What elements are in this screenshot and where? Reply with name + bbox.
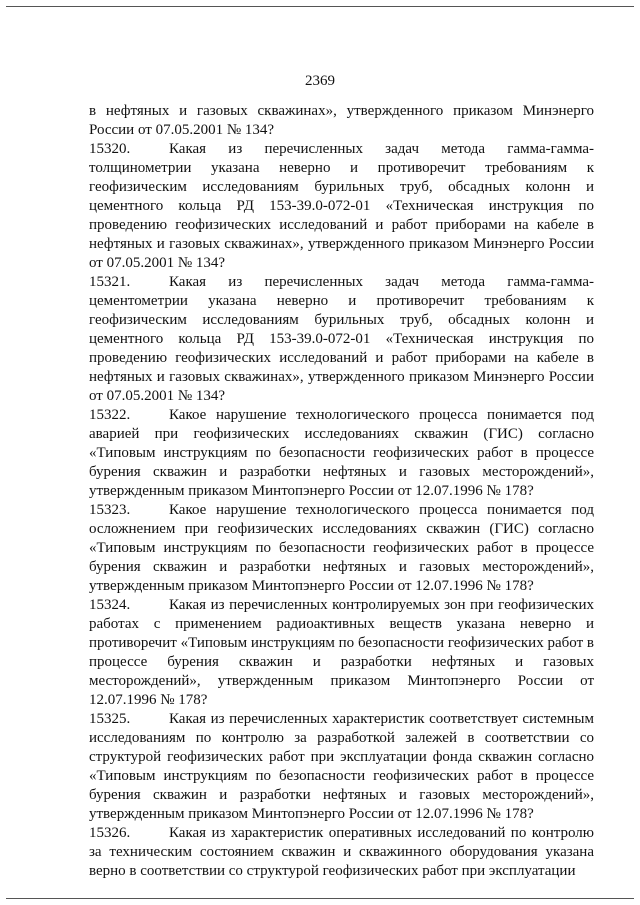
- question-text: Какая из перечисленных задач метода гамма-гамма-толщинометрии указана неверно и противоречит требованиям к геофизическим исследованиям бурильных труб, обсадных колонн и цементного кольца РД 153-39.0-072-01 «Техническая инструкция по проведению геофизических исследований и работ приборами на кабеле в нефтяных и газовых скважинах», утвержденного приказом Минэнерго России от 07.05.2001 № 134?: [89, 141, 594, 271]
- question-15324: [89, 596, 594, 710]
- question-text: Какое нарушение технологического процесса понимается под аварией при геофизических исследованиях скважин (ГИС) согласно «Типовым инструкциям по безопасности геофизических работ в процессе бурения скважин и разработки нефтяных и газовых месторождений», утвержденным приказом Минтопэнерго России от 12.07.1996 № 178?: [89, 407, 594, 499]
- question-text: Какая из характеристик оперативных исследований по контролю за техническим состоянием скважин и скважинного оборудования указана верно в соответствии со структурой геофизических работ при эксплуатации: [89, 825, 594, 879]
- question-text: Какая из перечисленных характеристик соответствует системным исследованиям по контролю за разработкой залежей в соответствии со структурой геофизических работ при эксплуатации фонда скважин согласно «Типовым инструкциям по безопасности геофизических работ в процессе бурения скважин и разработки нефтяных и газовых месторождений», утвержденным приказом Минтопэнерго России от 12.07.1996 № 178?: [89, 711, 594, 822]
- question-text: Какая из перечисленных контролируемых зон при геофизических работах с применением радиоактивных веществ указана неверно и противоречит «Типовым инструкциям по безопасности геофизических работ в процессе бурения скважин и разработки нефтяных и газовых месторождений», утвержденным приказом Минтопэнерго России от 12.07.1996 № 178?: [89, 597, 594, 708]
- question-number: 15322.: [89, 407, 131, 423]
- question-text: Какая из перечисленных задач метода гамма-гамма-цементометрии указана неверно и противоречит требованиям к геофизическим исследованиям бурильных труб, обсадных колонн и цементного кольца РД 153-39.0-072-01 «Техническая инструкция по проведению геофизических исследований и работ приборами на кабеле в нефтяных и газовых скважинах», утвержденного приказом Минэнерго России от 07.05.2001 № 134?: [89, 274, 594, 404]
- page-number: 2369: [305, 73, 335, 89]
- question-15323: [89, 501, 594, 596]
- question-number: 15321.: [89, 274, 131, 290]
- question-15322: [89, 406, 594, 501]
- question-15325: [89, 710, 594, 824]
- paragraph-continuation: [89, 102, 594, 140]
- question-text: Какое нарушение технологического процесса понимается под осложнением при геофизических исследованиях скважин (ГИС) согласно «Типовым инструкциям по безопасности геофизических работ в процессе бурения скважин и разработки нефтяных и газовых месторождений», утвержденным приказом Минтопэнерго России от 12.07.1996 № 178?: [89, 502, 594, 594]
- document-body: [89, 102, 594, 881]
- bottom-border-line: [6, 898, 634, 899]
- question-number: 15320.: [89, 141, 131, 157]
- question-number: 15324.: [89, 597, 131, 613]
- question-number: 15323.: [89, 502, 131, 518]
- top-border-line: [6, 6, 634, 7]
- question-15321: [89, 273, 594, 406]
- paragraph-text: в нефтяных и газовых скважинах», утвержденного приказом Минэнерго России от 07.05.2001 № 134?: [89, 103, 594, 138]
- question-number: 15325.: [89, 711, 131, 727]
- question-number: 15326.: [89, 825, 131, 841]
- question-15326: [89, 824, 594, 881]
- question-15320: [89, 140, 594, 273]
